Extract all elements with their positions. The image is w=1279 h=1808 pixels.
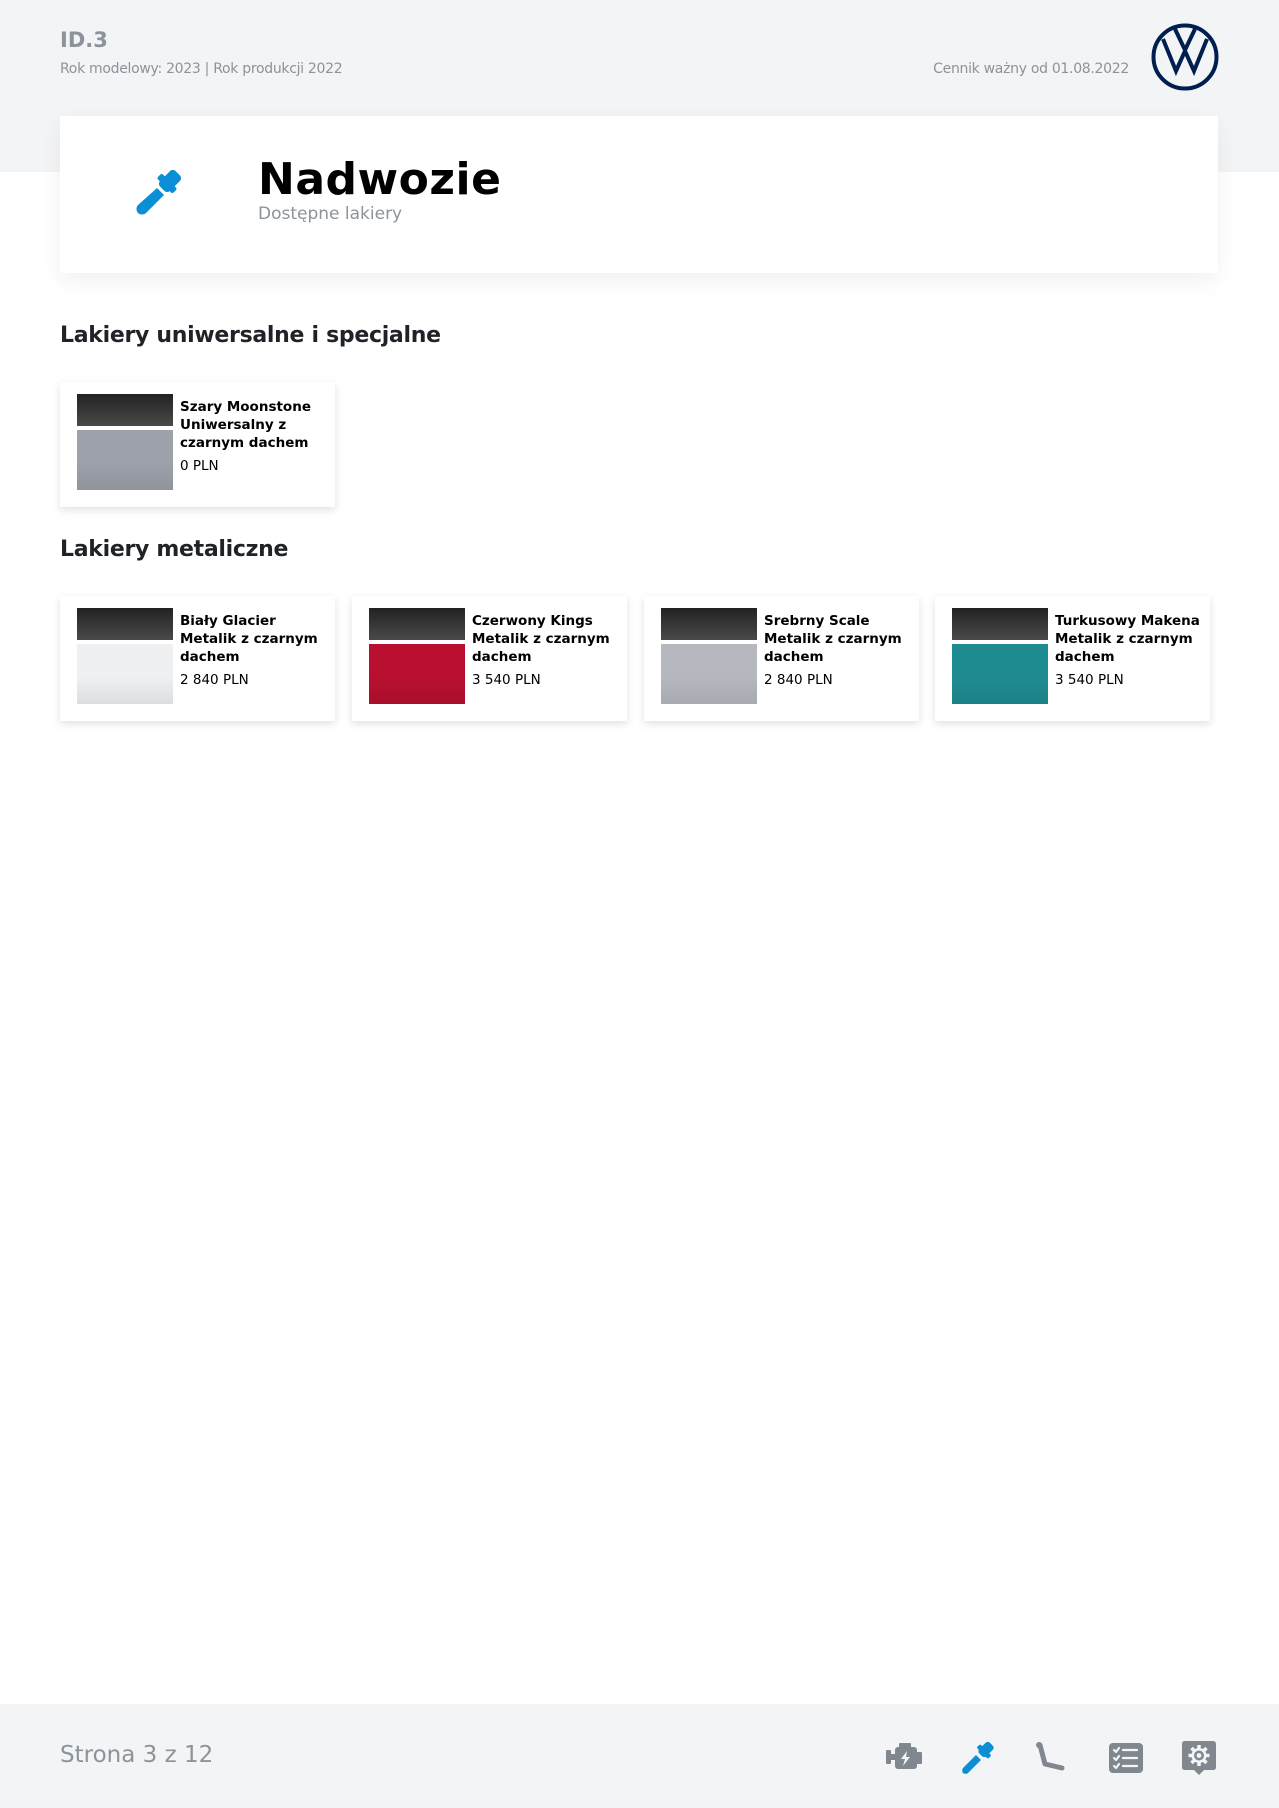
body-swatch (77, 644, 173, 704)
page-title: Nadwozie (258, 154, 502, 205)
model-years: Rok modelowy: 2023 | Rok produkcji 2022 (60, 61, 343, 77)
engine-icon[interactable] (882, 1740, 926, 1776)
roof-swatch (952, 608, 1048, 640)
section-title-universal: Lakiery uniwersalne i specjalne (60, 323, 441, 348)
footer (0, 1704, 1279, 1808)
vw-logo (1151, 23, 1219, 91)
roof-swatch (661, 608, 757, 640)
settings-icon[interactable] (1177, 1740, 1221, 1776)
section-title-metallic: Lakiery metaliczne (60, 537, 289, 562)
paint-name-text: Srebrny Scale Metalik z czarnym dachem (764, 613, 902, 665)
paint-swatch (661, 608, 757, 704)
paint-swatch (952, 608, 1048, 704)
body-swatch (952, 644, 1048, 704)
paint-price: 2 840 PLN (764, 672, 833, 688)
paint-card[interactable] (60, 382, 335, 507)
paint-swatch (369, 608, 465, 704)
paint-name-text: Czerwony Kings Metalik z czarnym dachem (472, 613, 610, 665)
seat-icon[interactable] (1030, 1740, 1074, 1776)
paint-card[interactable] (644, 596, 919, 721)
page-subtitle: Dostępne lakiery (258, 204, 403, 224)
paint-price: 3 540 PLN (1055, 672, 1124, 688)
paint-dropper-icon (132, 164, 188, 220)
roof-swatch (77, 608, 173, 640)
paint-swatch (77, 608, 173, 704)
body-swatch (77, 430, 173, 490)
paint-name (472, 612, 620, 689)
roof-swatch (369, 608, 465, 640)
model-name: ID.3 (60, 28, 108, 52)
paint-name-text: Szary Moonstone Uniwersalny z czarnym dachem (180, 399, 311, 451)
roof-swatch (77, 394, 173, 426)
paint-name-text: Turkusowy Makena Metalik z czarnym dachem (1055, 613, 1200, 665)
body-swatch (661, 644, 757, 704)
price-list-valid-date: Cennik ważny od 01.08.2022 (933, 61, 1129, 77)
section-hero (60, 116, 1218, 273)
paint-swatch (77, 394, 173, 490)
checklist-icon[interactable] (1104, 1740, 1148, 1776)
paint-price: 0 PLN (180, 458, 219, 474)
paint-card[interactable] (935, 596, 1210, 721)
page-number: Strona 3 z 12 (60, 1742, 214, 1768)
paint-name (180, 612, 328, 689)
paint-price: 2 840 PLN (180, 672, 249, 688)
paint-price: 3 540 PLN (472, 672, 541, 688)
paint-card[interactable] (352, 596, 627, 721)
paint-name (180, 398, 328, 475)
paint-dropper-icon[interactable] (956, 1740, 1000, 1776)
paint-card[interactable] (60, 596, 335, 721)
body-swatch (369, 644, 465, 704)
paint-name-text: Biały Glacier Metalik z czarnym dachem (180, 613, 318, 665)
paint-name (1055, 612, 1203, 689)
paint-name (764, 612, 912, 689)
